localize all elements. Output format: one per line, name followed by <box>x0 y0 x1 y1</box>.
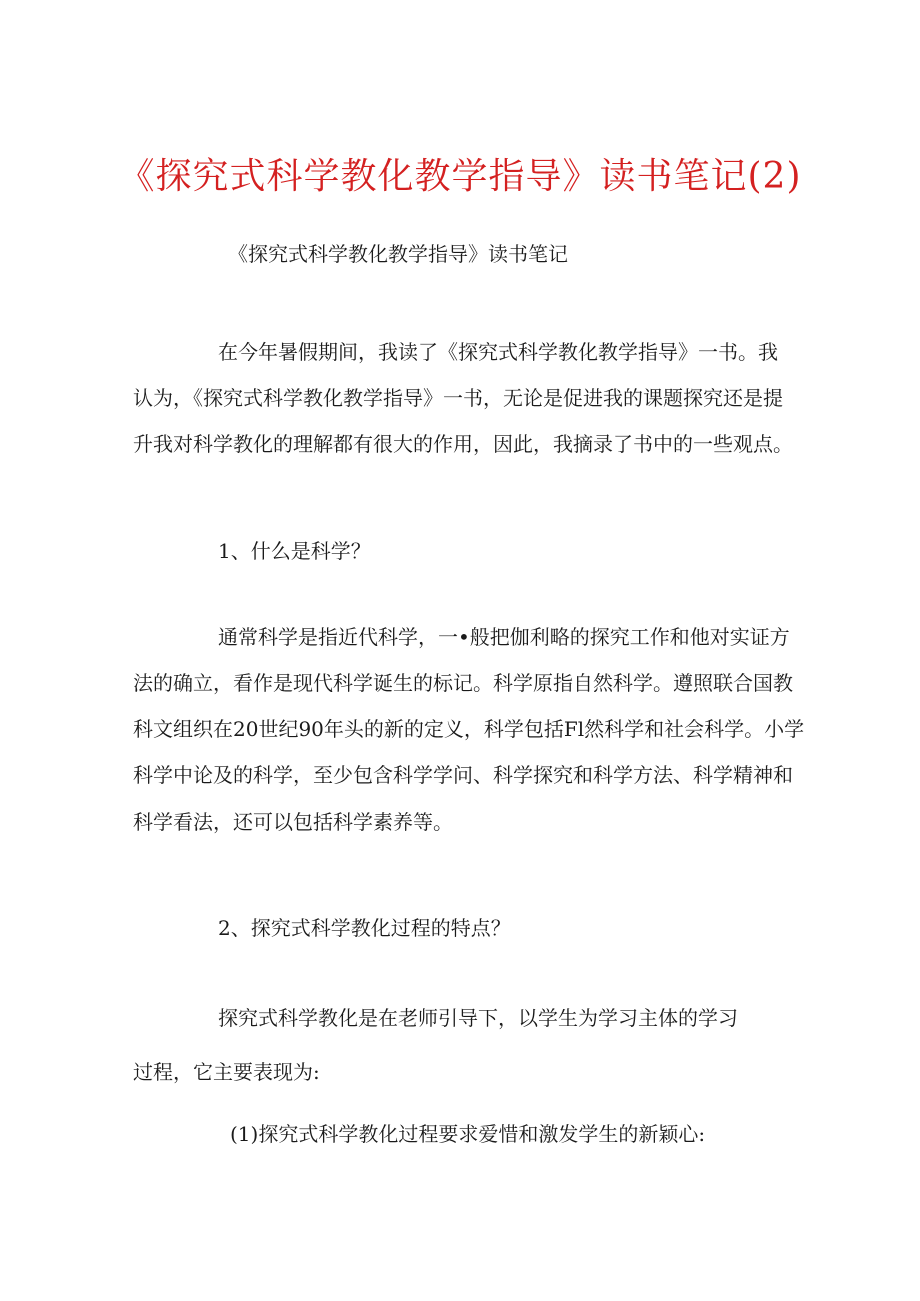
document-subtitle: 《探究式科学教化教学指导》读书笔记 <box>228 242 568 266</box>
section1-line-1: 通常科学是指近代科学，一•般把伽利略的探究工作和他对实证方 <box>218 625 790 649</box>
section1-line-5: 科学看法，还可以包括科学素养等。 <box>133 810 453 834</box>
section1-line-3: 科文组织在20世纪90年头的新的定义，科学包括Fl然科学和社会科学。小学 <box>133 717 805 741</box>
document-title: 《探究式科学教化教学指导》读书笔记(2) <box>118 156 802 197</box>
intro-line-3: 升我对科学教化的理解都有很大的作用，因此，我摘录了书中的一些观点。 <box>133 432 793 456</box>
section2-line-2: 过程，它主要表现为: <box>133 1060 320 1084</box>
intro-line-2: 认为，《探究式科学教化教学指导》一书，无论是促进我的课题探究还是提 <box>133 386 783 410</box>
intro-line-1: 在今年暑假期间，我读了《探究式科学教化教学指导》一书。我 <box>218 340 778 364</box>
section2-item-1: (1)探究式科学教化过程要求爱惜和激发学生的新颖心: <box>230 1122 706 1146</box>
section1-heading: 1、什么是科学？ <box>218 539 371 563</box>
section1-line-4: 科学中论及的科学，至少包含科学学问、科学探究和科学方法、科学精神和 <box>133 763 793 787</box>
section2-heading: 2、探究式科学教化过程的特点？ <box>218 916 511 940</box>
section1-line-2: 法的确立，看作是现代科学诞生的标记。科学原指自然科学。遵照联合国教 <box>133 671 793 695</box>
section2-line-1: 探究式科学教化是在老师引导下，以学生为学习主体的学习 <box>218 1006 738 1030</box>
